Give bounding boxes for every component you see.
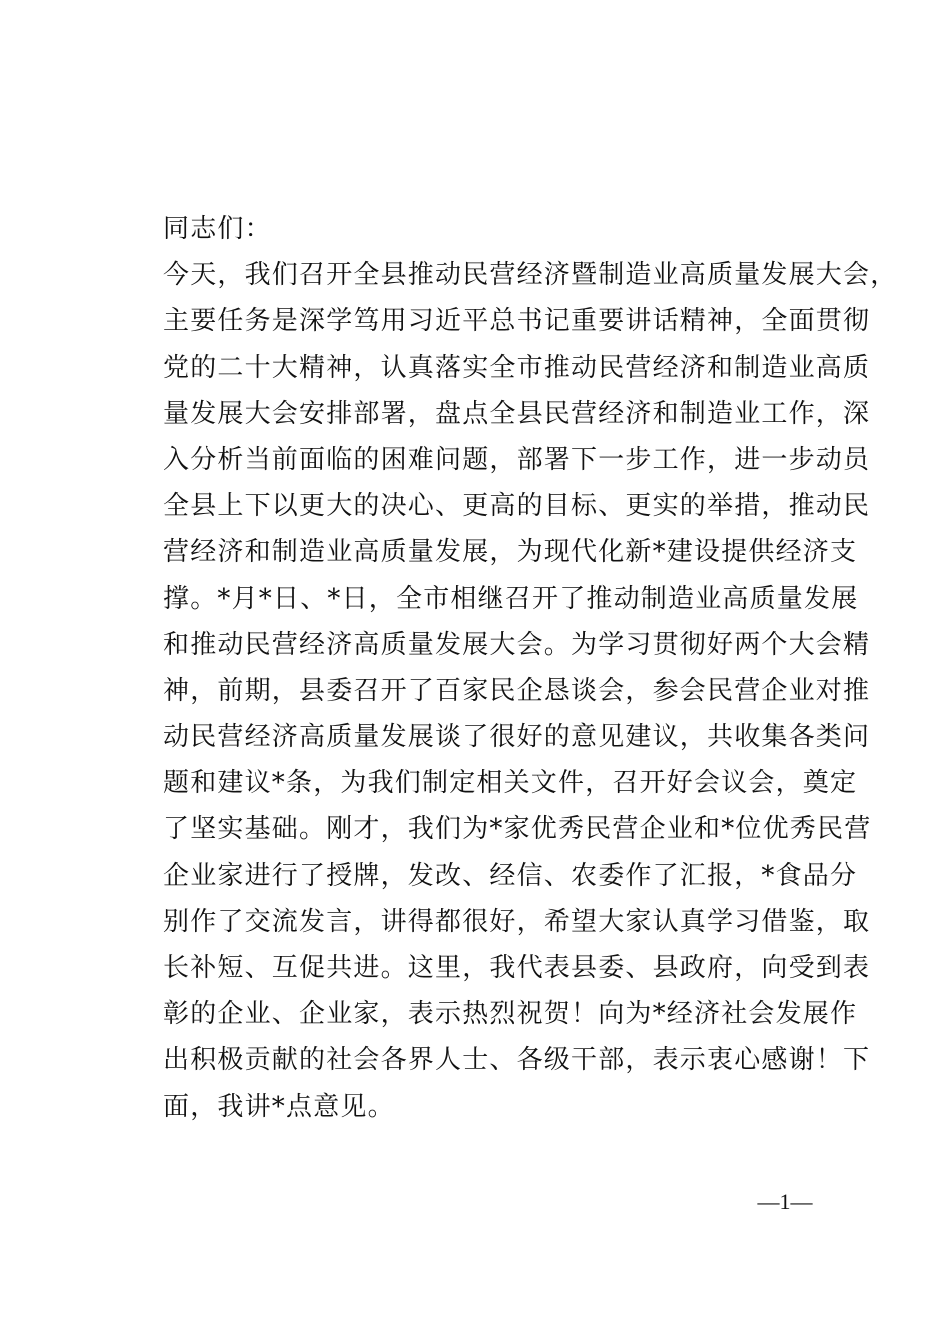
salutation: 同志们：	[163, 214, 272, 244]
body-line: 量发展大会安排部署，盘点全县民营经济和制造业工作，深	[163, 398, 871, 429]
body-line: 和推动民营经济高质量发展大会。为学习贯彻好两个大会精	[163, 629, 871, 660]
body-line: 撑。*月*日、*日，全市相继召开了推动制造业高质量发展	[163, 583, 859, 614]
body-line: 题和建议*条，为我们制定相关文件，召开好会议会，奠定	[163, 768, 858, 799]
body-line: 出积极贡献的社会各界人士、各级干部，表示衷心感谢！下	[163, 1045, 871, 1076]
body-line: 神，前期，县委召开了百家民企恳谈会，参会民营企业对推	[163, 675, 871, 706]
page-number: —1—	[757, 1189, 813, 1214]
body-line: 别作了交流发言，讲得都很好，希望大家认真学习借鉴，取	[163, 906, 871, 937]
body-line-last: 面，我讲*点意见。	[163, 1091, 395, 1122]
body-line: 今天，我们召开全县推动民营经济暨制造业高质量发展大会，	[163, 260, 898, 291]
body-line: 党的二十大精神，认真落实全市推动民营经济和制造业高质	[163, 352, 871, 383]
body-line: 了坚实基础。刚才，我们为*家优秀民营企业和*位优秀民营	[163, 814, 872, 845]
speech-text	[163, 206, 898, 1130]
body-line: 企业家进行了授牌，发改、经信、农委作了汇报，*食品分	[163, 860, 858, 891]
body-line: 彰的企业、企业家，表示热烈祝贺！向为*经济社会发展作	[163, 999, 858, 1030]
body-line: 长补短、互促共进。这里，我代表县委、县政府，向受到表	[163, 953, 871, 983]
body-line: 动民营经济高质量发展谈了很好的意见建议，共收集各类问	[163, 722, 871, 753]
body-line: 全县上下以更大的决心、更高的目标、更实的举措，推动民	[163, 491, 871, 522]
body-line: 入分析当前面临的困难问题，部署下一步工作，进一步动员	[163, 444, 871, 475]
body-line: 营经济和制造业高质量发展，为现代化新*建设提供经济支	[163, 537, 858, 568]
body-line: 主要任务是深学笃用习近平总书记重要讲话精神，全面贯彻	[163, 306, 871, 337]
